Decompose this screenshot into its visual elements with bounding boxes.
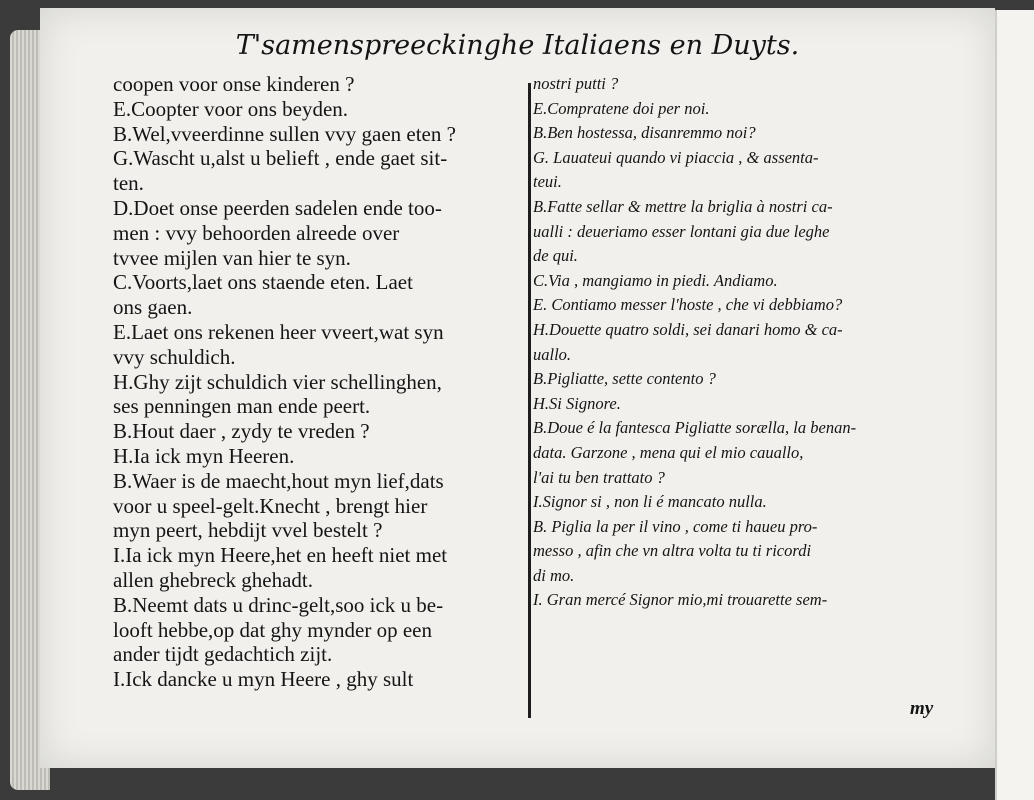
dutch-text-line: tvvee mijlen van hier te syn.	[113, 245, 351, 270]
italian-text-line: nostri putti ?	[533, 74, 619, 93]
italian-text-line: I. Gran mercé Signor mio,mi trouarette sem-	[533, 590, 828, 610]
dutch-text-line: H.Ghy zijt schuldich vier schellinghen,	[113, 369, 442, 394]
italian-text-line: G. Lauateui quando vi piaccia , & assenta-	[533, 147, 819, 167]
italian-text-line: E. Contiamo messer l'hoste , che vi debbiamo?	[533, 295, 843, 315]
italian-text-line: I.Signor si , non li é mancato nulla.	[533, 492, 767, 512]
italian-text-line: B.Fatte sellar & mettre la briglia à nostri ca-	[533, 196, 833, 216]
italian-text-line: uallo.	[533, 344, 572, 364]
dutch-text-line: ten.	[113, 171, 144, 196]
dutch-text-line: allen ghebreck ghehadt.	[113, 567, 313, 592]
dutch-text-line: I.Ick dancke u myn Heere , ghy sult	[113, 667, 414, 692]
italian-text-line: data. Garzone , mena qui el mio cauallo,	[533, 442, 804, 462]
dutch-text-line: ses penningen man ende peert.	[113, 394, 371, 419]
book-page	[40, 8, 995, 768]
catchword: my	[910, 698, 934, 719]
italian-text-line: de qui.	[533, 246, 578, 266]
italian-text-line: B. Piglia la per il vino , come ti haueu pro-	[533, 516, 818, 536]
dutch-text-line: B.Hout daer , zydy te vreden ?	[113, 419, 370, 444]
dutch-text-line: ander tijdt gedachtich zijt.	[113, 642, 333, 667]
dutch-text-line: E.Coopter voor ons beyden.	[113, 96, 349, 121]
italian-text-line: E.Compratene doi per noi.	[533, 98, 710, 118]
dutch-text-line: B.Waer is de maecht,hout myn lief,dats	[113, 468, 444, 493]
dutch-text-line: G.Wascht u,alst u belieft , ende gaet sit-	[113, 146, 448, 171]
dutch-text-line: D.Doet onse peerden sadelen ende too-	[113, 195, 442, 220]
dutch-text-line: voor u speel-gelt.Knecht , brengt hier	[113, 493, 428, 518]
italian-text-line: teui.	[533, 172, 562, 192]
dutch-text-line: H.Ia ick myn Heeren.	[113, 443, 295, 468]
dutch-text-line: B.Neemt dats u drinc-gelt,soo ick u be-	[113, 592, 444, 617]
dutch-text-line: myn peert, hebdijt vvel bestelt ?	[113, 518, 383, 543]
dutch-text-line: I.Ia ick myn Heere,het en heeft niet met	[113, 543, 448, 568]
italian-text-line: B.Pigliatte, sette contento ?	[533, 369, 716, 389]
italian-text-line: ualli : deueriamo esser lontani gia due leghe	[533, 221, 830, 241]
dutch-text-line: E.Laet ons rekenen heer vveert,wat syn	[113, 319, 444, 344]
dutch-text-line: vvy schuldich.	[113, 344, 236, 369]
page-title: T'samenspreeckinghe Italiaens en Duyts.	[235, 30, 800, 61]
italian-text-line: messo , afin che vn altra volta tu ti ricordi	[533, 541, 812, 561]
italian-column	[533, 72, 973, 613]
italian-text-line: l'ai tu ben trattato ?	[533, 467, 665, 487]
italian-text-line: di mo.	[533, 565, 575, 585]
dutch-text-line: C.Voorts,laet ons staende eten. Laet	[113, 270, 413, 295]
facing-page-edge	[995, 10, 1034, 800]
dutch-text-line: coopen voor onse kinderen ?	[113, 72, 355, 96]
dutch-text-line: ons gaen.	[113, 295, 193, 320]
dutch-text-line: B.Wel,vveerdinne sullen vvy gaen eten ?	[113, 121, 456, 146]
italian-text-line: B.Doue é la fantesca Pigliatte sorælla, la benan-	[533, 418, 857, 438]
dutch-text-line: men : vvy behoorden alreede over	[113, 220, 400, 245]
italian-text-line: B.Ben hostessa, disanremmo noi?	[533, 123, 756, 143]
column-divider	[528, 83, 531, 718]
italian-text-line: C.Via , mangiamo in piedi. Andiamo.	[533, 270, 778, 290]
italian-text-line: H.Si Signore.	[533, 393, 621, 413]
italian-text-line: H.Douette quatro soldi, sei danari homo & ca-	[533, 319, 843, 339]
dutch-text-line: looft hebbe,op dat ghy mynder op een	[113, 617, 432, 642]
dutch-column	[113, 72, 523, 692]
